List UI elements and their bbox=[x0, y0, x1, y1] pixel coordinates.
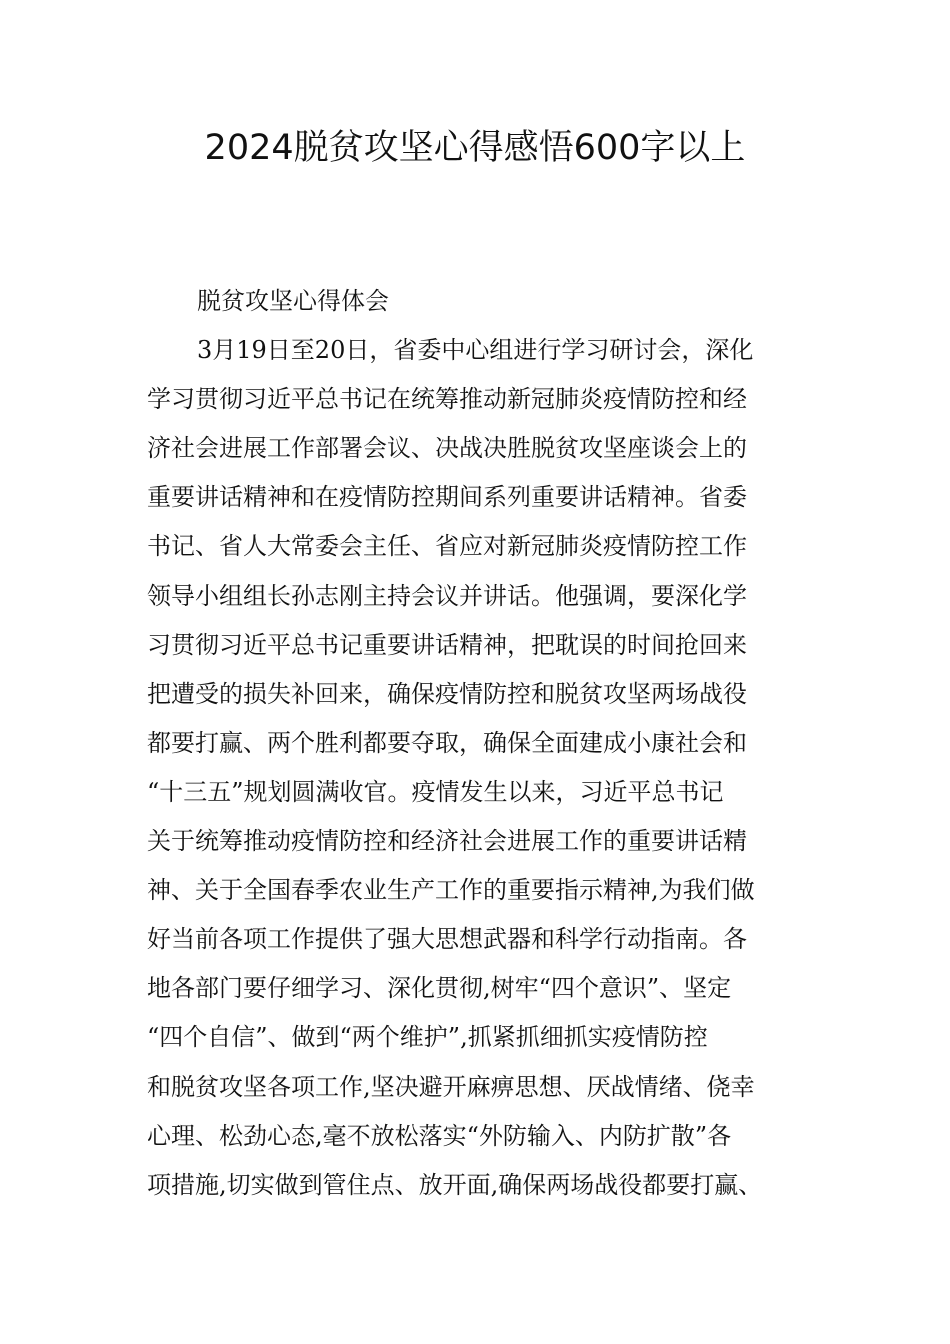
document-title: 2024脱贫攻坚心得感悟600字以上 bbox=[204, 128, 746, 168]
paragraph-line: “十三五”规划圆满收官。疫情发生以来，习近平总书记 bbox=[147, 777, 724, 806]
section-heading: 脱贫攻坚心得体会 bbox=[197, 287, 389, 315]
paragraph-line: 领导小组组长孙志刚主持会议并讲话。他强调，要深化学 bbox=[147, 581, 747, 610]
paragraph-line: 心理、松劲心态,毫不放松落实“外防输入、内防扩散”各 bbox=[147, 1121, 732, 1150]
paragraph-line: 都要打赢、两个胜利都要夺取，确保全面建成小康社会和 bbox=[147, 728, 747, 757]
paragraph-line: 关于统筹推动疫情防控和经济社会进展工作的重要讲话精 bbox=[147, 827, 747, 856]
paragraph-line: 和脱贫攻坚各项工作,坚决避开麻痹思想、厌战情绪、侥幸 bbox=[147, 1072, 755, 1101]
paragraph-line: 重要讲话精神和在疫情防控期间系列重要讲话精神。省委 bbox=[147, 483, 747, 512]
paragraph-line: 习贯彻习近平总书记重要讲话精神，把耽误的时间抢回来 bbox=[147, 630, 747, 659]
paragraph-line: 神、关于全国春季农业生产工作的重要指示精神,为我们做 bbox=[147, 876, 755, 905]
paragraph-line: 3月19日至20日，省委中心组进行学习研讨会，深化 bbox=[197, 336, 754, 365]
paragraph-line: 书记、省人大常委会主任、省应对新冠肺炎疫情防控工作 bbox=[147, 532, 747, 561]
paragraph-line: 项措施,切实做到管住点、放开面,确保两场战役都要打赢、 bbox=[147, 1170, 763, 1199]
document-body bbox=[147, 277, 827, 1210]
paragraph-line: 好当前各项工作提供了强大思想武器和科学行动指南。各 bbox=[147, 925, 747, 954]
paragraph-line: 济社会进展工作部署会议、决战决胜脱贫攻坚座谈会上的 bbox=[147, 434, 747, 463]
paragraph-line: 地各部门要仔细学习、深化贯彻,树牢“四个意识”、坚定 bbox=[147, 974, 732, 1003]
paragraph-line: “四个自信”、做到“两个维护”,抓紧抓细抓实疫情防控 bbox=[147, 1023, 708, 1052]
paragraph-line: 学习贯彻习近平总书记在统筹推动新冠肺炎疫情防控和经 bbox=[147, 385, 747, 414]
paragraph-line: 把遭受的损失补回来，确保疫情防控和脱贫攻坚两场战役 bbox=[147, 679, 747, 708]
